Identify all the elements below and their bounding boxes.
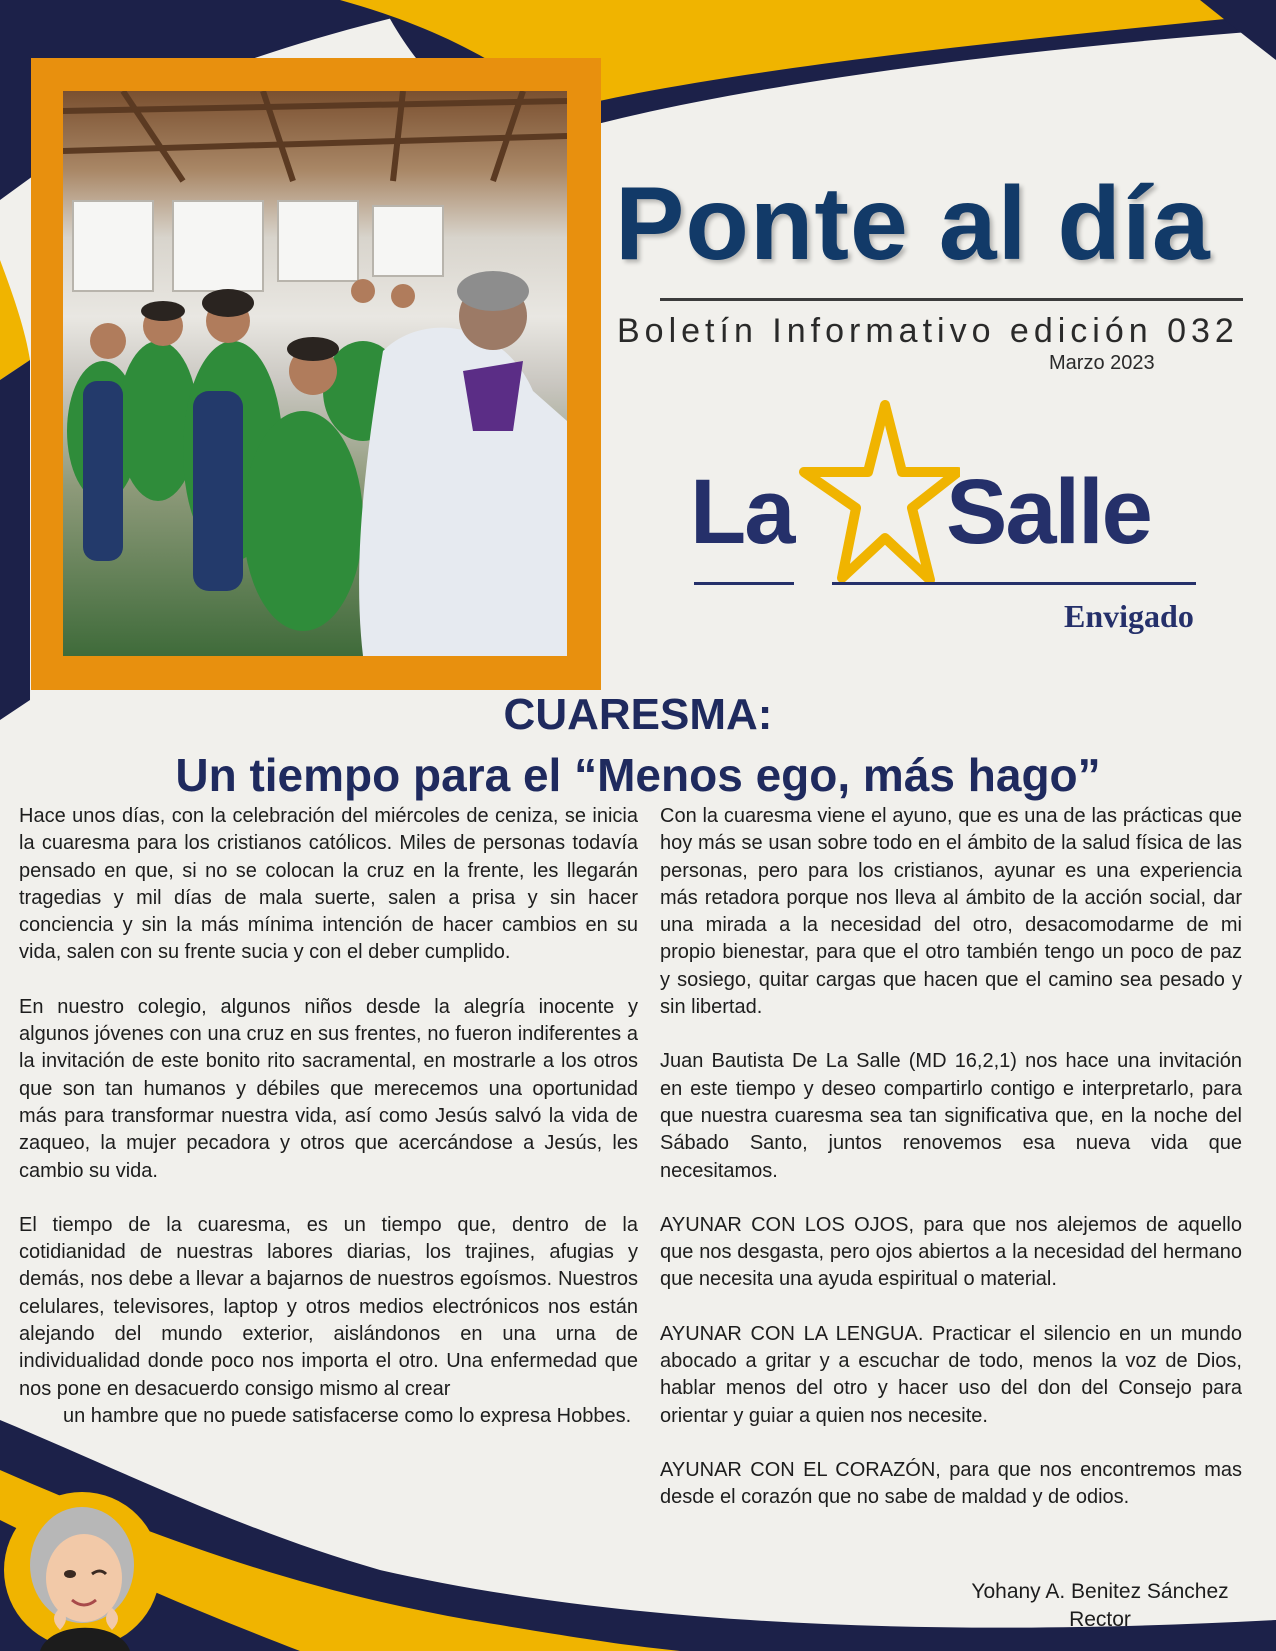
newsletter-title: Ponte al día [615, 166, 1211, 282]
logo-word-salle: Salle [946, 461, 1151, 563]
article-paragraph: un hambre que no puede satisfacerse como lo expresa Hobbes. [63, 1404, 632, 1427]
article-paragraph: En nuestro colegio, algunos niños desde la alegría inocente y algunos jóvenes con una cruz en sus frentes, no fueron indiferentes a la invitación de este bonito rito sacramental, en mostrarle a los otros que son tan humanos y débiles que merecemos una oportunidad más para transformar nuestra vida, así como Jesús salvó la vida de zaqueo, la mujer pecadora y otros que acercándose a Jesús, les cambio su vida. [19, 995, 638, 1182]
edition-date: Marzo 2023 [1049, 352, 1155, 374]
article-column-right [660, 803, 1242, 1539]
newsletter-subtitle: Boletín Informativo edición 032 [617, 312, 1239, 350]
logo-rule-left [694, 582, 794, 585]
article-subheadline: Un tiempo para el “Menos ego, más hago” [175, 749, 1101, 801]
article-paragraph: Juan Bautista De La Salle (MD 16,2,1) nos hace una invitación en este tiempo y deseo compartirlo contigo e interpretarlo, para que nuestra cuaresma sea tan significativa que, en la noche del Sábado Santo, juntos renovemos esa nueva vida que necesitamos. [660, 1050, 1242, 1182]
logo-rule-right [832, 582, 1196, 585]
logo-city: Envigado [1064, 598, 1194, 634]
photo-frame [31, 58, 601, 690]
signature-role: Rector [1069, 1608, 1131, 1631]
article-headline: CUARESMA: [503, 690, 773, 739]
article-paragraph: Con la cuaresma viene el ayuno, que es una de las prácticas que hoy más se usan sobre todo en el ámbito de la salud física de las personas, pero para los cristianos, ayunar es una experiencia más retadora porque nos lleva al ámbito de la acción social, dar una mirada a la necesidad del otro, desacomodarme de mi propio bienestar, para que el otro también tengo un poco de paz y sosiego, quitar cargas que hacen que el camino sea pesado y sin libertad. [660, 805, 1242, 1019]
logo-word-la: La [690, 461, 794, 563]
avatar [0, 1470, 165, 1651]
signature [960, 1578, 1240, 1634]
ash-wednesday-photo [63, 91, 567, 656]
article-paragraph: El tiempo de la cuaresma, es un tiempo que, dentro de la cotidianidad de nuestras labores diarias, los trajines, afugias y demás, nos debe a llevar a bajarnos de nuestros egoísmos. Nuestros celulares, televisores, laptop y otros medios electrónicos nos están alejando del mundo exterior, aislándonos en una urna de individualidad donde poco nos importa el otro. Una enfermedad que nos pone en desacuerdo consigo mismo al crear [19, 1213, 638, 1400]
article-paragraph: Hace unos días, con la celebración del miércoles de ceniza, se inicia la cuaresma para los cristianos católicos. Miles de personas todavía pensado en que, si no se colocan la cruz en la frente, les llegarán tragedias y mil días de mala suerte, salen a prisa y sin hacer conciencia y sin la más mínima intención de hacer cambios en su vida, salen con su frente sucia y con el deber cumplido. [19, 805, 638, 964]
star-icon [790, 400, 960, 590]
signature-name: Yohany A. Benitez Sánchez [971, 1580, 1229, 1603]
article-paragraph: AYUNAR CON EL CORAZÓN, para que nos encontremos mas desde el corazón que no sabe de maldad y de odios. [660, 1458, 1242, 1509]
la-salle-logo [690, 400, 1210, 640]
article-paragraph: AYUNAR CON LA LENGUA. Practicar el silencio en un mundo abocado a gritar y a escuchar de todo, menos la voz de Dios, hablar menos del otro y hacer uso del don del Consejo para orientar y guiar a quien nos necesite. [660, 1322, 1242, 1427]
article-paragraph: AYUNAR CON LOS OJOS, para que nos alejemos de aquello que nos desgasta, pero ojos abiertos a la necesidad del hermano que necesita una ayuda espiritual o material. [660, 1213, 1242, 1291]
title-divider [660, 298, 1243, 301]
article-column-left [19, 803, 638, 1457]
